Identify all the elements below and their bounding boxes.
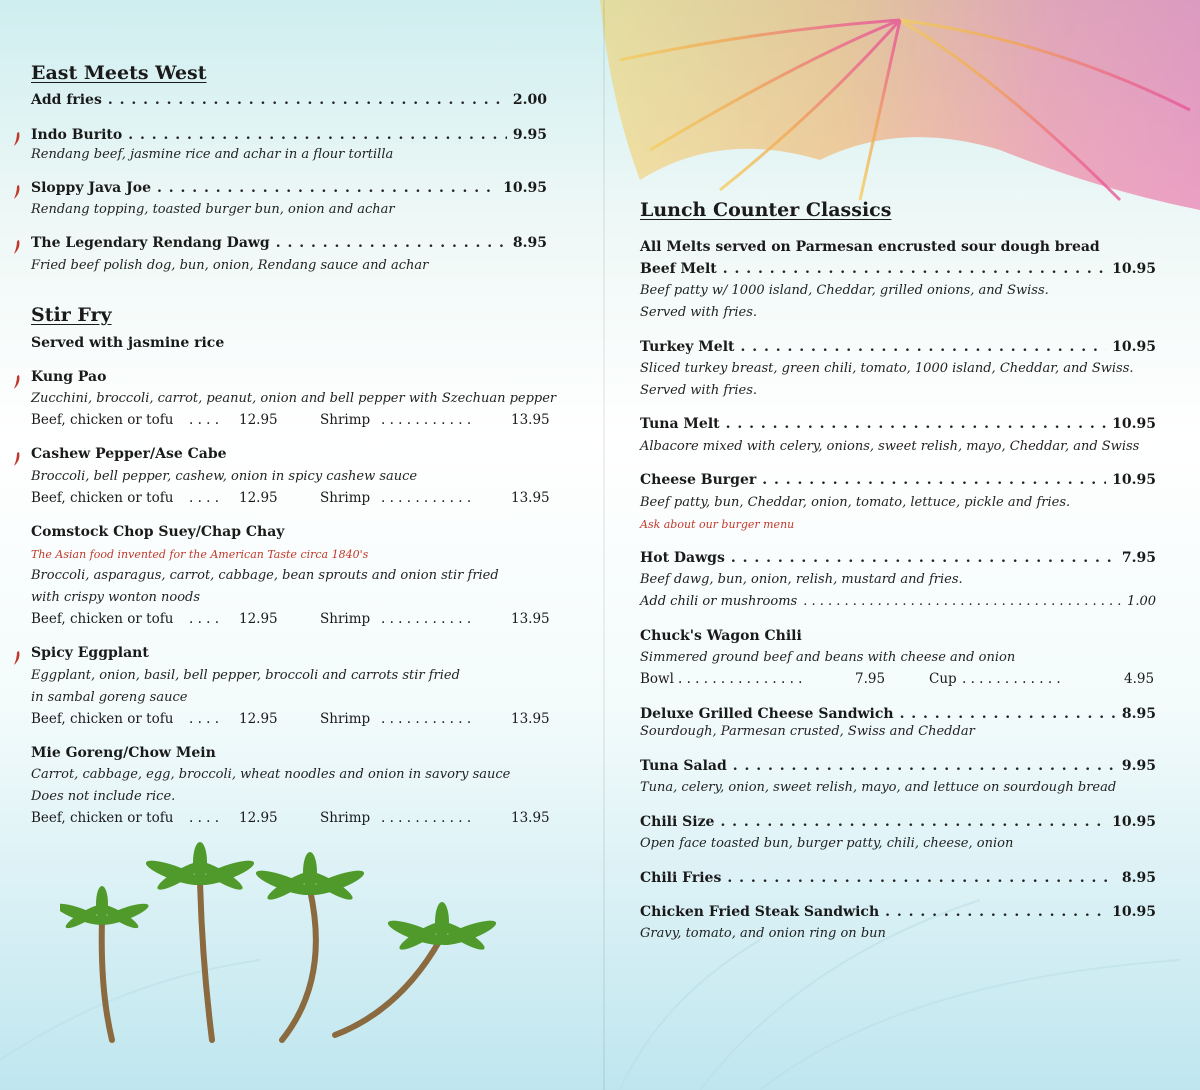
- leader-dots: . . . . . . . . . . .: [381, 611, 472, 627]
- item-description: Does not include rice.: [31, 789, 176, 804]
- item-name: Hot Dawgs: [640, 550, 725, 566]
- chili-pepper-icon: [13, 651, 21, 665]
- menu-item: [31, 127, 547, 143]
- item-description: Sliced turkey breast, green chili, tomato, 1000 island, Cheddar, and Swiss.: [640, 361, 1134, 376]
- item-description: Rendang topping, toasted burger bun, onion and achar: [31, 202, 395, 217]
- item-description: Broccoli, bell pepper, cashew, onion in spicy cashew sauce: [31, 469, 418, 484]
- leader-dots: . . . . . . . . . . . .: [962, 671, 1061, 687]
- leader-dots: [726, 416, 1107, 432]
- item-name: Chili Fries: [640, 870, 722, 886]
- item-note: The Asian food invented for the American Taste circa 1840's: [31, 548, 369, 561]
- leader-dots: [727, 870, 1116, 886]
- section-subtitle: Served with jasmine rice: [31, 335, 225, 351]
- item-name: Kung Pao: [31, 369, 107, 385]
- item-description: Served with fries.: [640, 305, 757, 320]
- menu-item: [640, 706, 1156, 722]
- item-price: 8.95: [512, 235, 547, 251]
- item-name: Comstock Chop Suey/Chap Chay: [31, 524, 285, 540]
- leader-dots: . . . . . . . . . . .: [381, 810, 472, 826]
- option-a-price: 12.95: [239, 490, 278, 506]
- item-name: Sloppy Java Joe: [31, 180, 151, 196]
- option-b-price: 13.95: [511, 490, 550, 506]
- menu-fold: [603, 0, 605, 1090]
- item-price: 10.95: [1112, 814, 1156, 830]
- leader-dots: [108, 92, 507, 108]
- item-description: Rendang beef, jasmine rice and achar in a flour tortilla: [31, 147, 394, 162]
- option-b-label: Shrimp: [320, 711, 371, 727]
- leader-dots: [885, 904, 1106, 920]
- item-price: 7.95: [1121, 550, 1156, 566]
- leader-dots: . . . . . . . . . . .: [381, 490, 472, 506]
- bowl-label: Bowl: [640, 671, 674, 687]
- option-b-label: Shrimp: [320, 412, 371, 428]
- item-price: 10.95: [503, 180, 547, 196]
- leader-dots: [276, 235, 507, 251]
- menu-item: [640, 870, 1156, 886]
- option-a-label: Beef, chicken or tofu: [31, 412, 174, 428]
- item-price: 10.95: [1112, 339, 1156, 355]
- leader-dots: [741, 339, 1107, 355]
- item-name: Tuna Melt: [640, 416, 720, 432]
- item-description: Beef dawg, bun, onion, relish, mustard and fries.: [640, 572, 963, 587]
- leader-dots: [723, 261, 1106, 277]
- leader-dots: [731, 550, 1116, 566]
- menu-item: [640, 339, 1156, 355]
- item-price: 10.95: [1112, 472, 1156, 488]
- menu-item: [640, 261, 1156, 277]
- chili-pepper-icon: [13, 375, 21, 389]
- leader-dots: . . . .: [189, 810, 220, 826]
- item-description: Eggplant, onion, basil, bell pepper, broccoli and carrots stir fried: [31, 668, 460, 683]
- item-name: Tuna Salad: [640, 758, 727, 774]
- section-title-east-meets-west: East Meets West: [31, 62, 207, 84]
- menu-item: [31, 235, 547, 251]
- item-description: in sambal goreng sauce: [31, 690, 188, 705]
- item-description: Open face toasted bun, burger patty, chili, cheese, onion: [640, 836, 1014, 851]
- item-description: Beef patty w/ 1000 island, Cheddar, grilled onions, and Swiss.: [640, 283, 1049, 298]
- leader-dots: . . . . . . . . . . . . . . .: [678, 671, 803, 687]
- item-name: Add fries: [31, 92, 102, 108]
- item-price: 10.95: [1112, 904, 1156, 920]
- leader-dots: . . . . . . . . . . .: [381, 711, 472, 727]
- item-price: 2.00: [512, 92, 547, 108]
- item-name: Chili Size: [640, 814, 715, 830]
- item-description: Sourdough, Parmesan crusted, Swiss and Cheddar: [640, 724, 975, 739]
- item-price: 10.95: [1112, 416, 1156, 432]
- option-a-label: Beef, chicken or tofu: [31, 490, 174, 506]
- option-b-label: Shrimp: [320, 611, 371, 627]
- cup-price: 4.95: [1124, 671, 1155, 687]
- item-price: 10.95: [1112, 261, 1156, 277]
- item-name: Beef Melt: [640, 261, 717, 277]
- leader-dots: . . . . . . . . . . .: [381, 412, 472, 428]
- item-description: Tuna, celery, onion, sweet relish, mayo, and lettuce on sourdough bread: [640, 780, 1117, 795]
- leader-dots: . . . .: [189, 611, 220, 627]
- item-name: Chuck's Wagon Chili: [640, 628, 802, 644]
- add-on-line: [640, 594, 1156, 609]
- item-description: Beef patty, bun, Cheddar, onion, tomato, lettuce, pickle and fries.: [640, 495, 1071, 510]
- item-price: 8.95: [1121, 870, 1156, 886]
- item-price: 8.95: [1121, 706, 1156, 722]
- option-a-price: 12.95: [239, 810, 278, 826]
- item-description: Carrot, cabbage, egg, broccoli, wheat noodles and onion in savory sauce: [31, 767, 511, 782]
- item-description: Fried beef polish dog, bun, onion, Rendang sauce and achar: [31, 258, 429, 273]
- section-title-lunch-counter-classics: Lunch Counter Classics: [640, 199, 892, 221]
- chili-pepper-icon: [13, 185, 21, 199]
- item-name: Deluxe Grilled Cheese Sandwich: [640, 706, 894, 722]
- menu-item: [31, 180, 547, 196]
- chili-pepper-icon: [13, 240, 21, 254]
- menu-item: [640, 904, 1156, 920]
- item-name: Turkey Melt: [640, 339, 735, 355]
- leader-dots: . . . .: [189, 490, 220, 506]
- leader-dots: [157, 180, 497, 196]
- leader-dots: . . . .: [189, 412, 220, 428]
- add-on-price: 1.00: [1127, 594, 1156, 609]
- menu-item: [640, 758, 1156, 774]
- option-b-price: 13.95: [511, 810, 550, 826]
- item-description: Gravy, tomato, and onion ring on bun: [640, 926, 886, 941]
- palm-trees-illustration: [60, 840, 520, 1060]
- item-description: Zucchini, broccoli, carrot, peanut, onion and bell pepper with Szechuan pepper: [31, 391, 557, 406]
- chili-pepper-icon: [13, 132, 21, 146]
- item-price: 9.95: [512, 127, 547, 143]
- option-b-price: 13.95: [511, 711, 550, 727]
- option-b-price: 13.95: [511, 412, 550, 428]
- option-b-label: Shrimp: [320, 810, 371, 826]
- option-a-label: Beef, chicken or tofu: [31, 810, 174, 826]
- leader-dots: [803, 594, 1121, 609]
- item-description: Albacore mixed with celery, onions, sweet relish, mayo, Cheddar, and Swiss: [640, 439, 1140, 454]
- leader-dots: [128, 127, 507, 143]
- section-title-stir-fry: Stir Fry: [31, 304, 112, 326]
- item-name: Indo Burito: [31, 127, 123, 143]
- option-a-price: 12.95: [239, 711, 278, 727]
- leader-dots: [720, 814, 1106, 830]
- item-name: The Legendary Rendang Dawg: [31, 235, 270, 251]
- add-on-name: Add chili or mushrooms: [640, 594, 798, 609]
- bowl-price: 7.95: [855, 671, 886, 687]
- item-name: Cheese Burger: [640, 472, 757, 488]
- option-a-price: 12.95: [239, 611, 278, 627]
- option-a-label: Beef, chicken or tofu: [31, 611, 174, 627]
- item-description: Broccoli, asparagus, carrot, cabbage, bean sprouts and onion stir fried: [31, 568, 499, 583]
- item-price: 9.95: [1121, 758, 1156, 774]
- section-subtitle: All Melts served on Parmesan encrusted sour dough bread: [640, 239, 1100, 255]
- option-b-price: 13.95: [511, 611, 550, 627]
- cup-label: Cup: [929, 671, 957, 687]
- menu-item: [640, 416, 1156, 432]
- option-a-label: Beef, chicken or tofu: [31, 711, 174, 727]
- leader-dots: [900, 706, 1116, 722]
- menu-item-add-fries: [31, 92, 547, 108]
- item-name: Spicy Eggplant: [31, 645, 149, 661]
- item-name: Chicken Fried Steak Sandwich: [640, 904, 880, 920]
- menu-item: [640, 814, 1156, 830]
- leader-dots: [762, 472, 1106, 488]
- leader-dots: . . . .: [189, 711, 220, 727]
- item-note: Ask about our burger menu: [640, 518, 795, 531]
- item-description: Served with fries.: [640, 383, 757, 398]
- menu-item: [640, 550, 1156, 566]
- item-description: Simmered ground beef and beans with cheese and onion: [640, 650, 1016, 665]
- option-b-label: Shrimp: [320, 490, 371, 506]
- item-description: with crispy wonton noods: [31, 590, 201, 605]
- menu-item: [640, 472, 1156, 488]
- chili-pepper-icon: [13, 452, 21, 466]
- item-name: Cashew Pepper/Ase Cabe: [31, 446, 227, 462]
- item-name: Mie Goreng/Chow Mein: [31, 745, 216, 761]
- option-a-price: 12.95: [239, 412, 278, 428]
- leader-dots: [733, 758, 1116, 774]
